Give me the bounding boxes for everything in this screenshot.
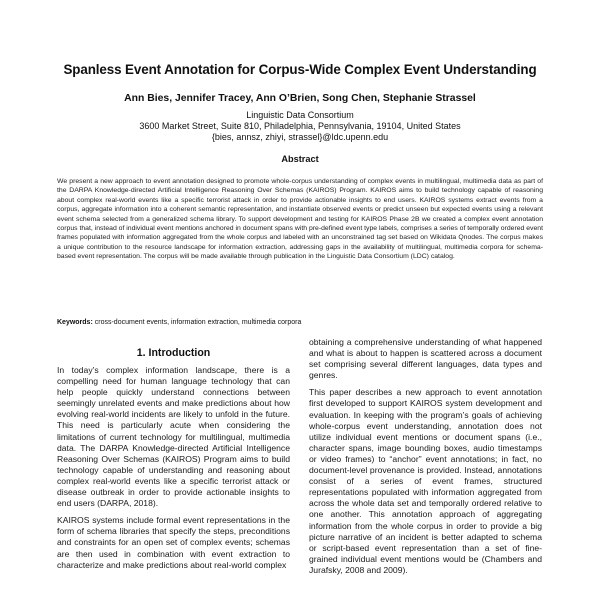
author-list: Ann Bies, Jennifer Tracey, Ann O’Brien, Song Chen, Stephanie Strassel (124, 93, 476, 104)
abstract-heading: Abstract (281, 154, 319, 164)
left-column (57, 343, 290, 577)
keywords-label: Keywords: (57, 319, 93, 326)
keywords-text: cross-document events, information extraction, multimedia corpora (94, 319, 302, 326)
intro-paragraph-1: In today’s complex information landscape, there is a compelling need for human language technology that can help people quickly understand connections between seemingly unrelated events and make predictions about how evolving real-world incidents are likely to unfold in the future. This need is particularly acute when considering the limitations of current technology for multilingual, multimedia data. The DARPA Knowledge-directed Artificial Intelligence Reasoning Over Schemas (KAIROS) Program aims to build technology capable of understanding and reasoning about complex real-world events like a specific terrorist attack or disease outbreak in order to provide actionable insights to end users (DARPA, 2018). (57, 365, 290, 509)
abstract-text: We present a new approach to event annotation designed to promote whole-corpus understanding of complex events in multilingual, multimedia data as part of the DARPA Knowledge-directed Artificial Intelligence Reasoning Over Schemas (KAIROS) Program. KAIROS aims to build technology capable of reasoning about complex real-world events like a specific terrorist attack in order to provide actionable insights to end users. KAIROS systems extract events from a corpus, aggregate information into a coherent semantic representation, and instantiate observed events or predict unseen but expected events using a relevant event schema selected from a generalized schema library. To support development and testing for KAIROS Phase 2B we created a complex event annotation corpus that, instead of individual event mentions anchored in document spans with pre-defined event type labels, comprises a series of temporally ordered event frames populated with information aggregated from the whole corpus and labeled with an unconstrained tag set based on Wikidata Qnodes. The corpus makes a unique contribution to the resource landscape for information extraction, addressing gaps in the availability of multilingual, multimedia corpora for schema-based event representation. The corpus will be made available through publication in the Linguistic Data Consortium (LDC) catalog. (57, 178, 543, 261)
intro-paragraph-2: KAIROS systems include formal event representations in the form of schema libraries that specify the steps, preconditions and constraints for an open set of complex events; schemas are then used in combination with event extraction to characterize and make predictions about real-world complex (57, 515, 290, 570)
affiliation-address: 3600 Market Street, Suite 810, Philadelphia, Pennsylvania, 19104, United States (139, 121, 461, 131)
right-paragraph-1: obtaining a comprehensive understanding of what happened and what is about to happen is scattered across a document set comprising several different languages, data types and genres. (309, 337, 542, 381)
right-column (309, 337, 542, 582)
affiliation-emails: {bies, annsz, zhiyi, strassel}@ldc.upenn.edu (211, 132, 389, 142)
section-heading-introduction: 1. Introduction (136, 347, 211, 359)
affiliation-org: Linguistic Data Consortium (246, 110, 354, 120)
right-paragraph-2: This paper describes a new approach to event annotation first developed to support KAIROS system development and evaluation. In keeping with the program’s goals of achieving whole-corpus event understanding, annotation does not utilize individual event mentions or document spans (i.e., character spans, image bounding boxes, audio timestamps or video frames) to “anchor” event annotations; in fact, no document-level provenance is provided. Instead, annotations consist of a series of event frames, structured representations populated with information aggregated from across the whole data set and temporally ordered relative to one another. This annotation approach of aggregating information from the whole corpus in order to provide a big picture narrative of an incident is better adapted to schema or script-based event representation than a set of fine-grained individual event mentions would be (Chambers and Jurafsky, 2008 and 2009). (309, 387, 542, 575)
keywords-line (57, 318, 543, 327)
paper-title: Spanless Event Annotation for Corpus-Wide Complex Event Understanding (63, 62, 537, 77)
